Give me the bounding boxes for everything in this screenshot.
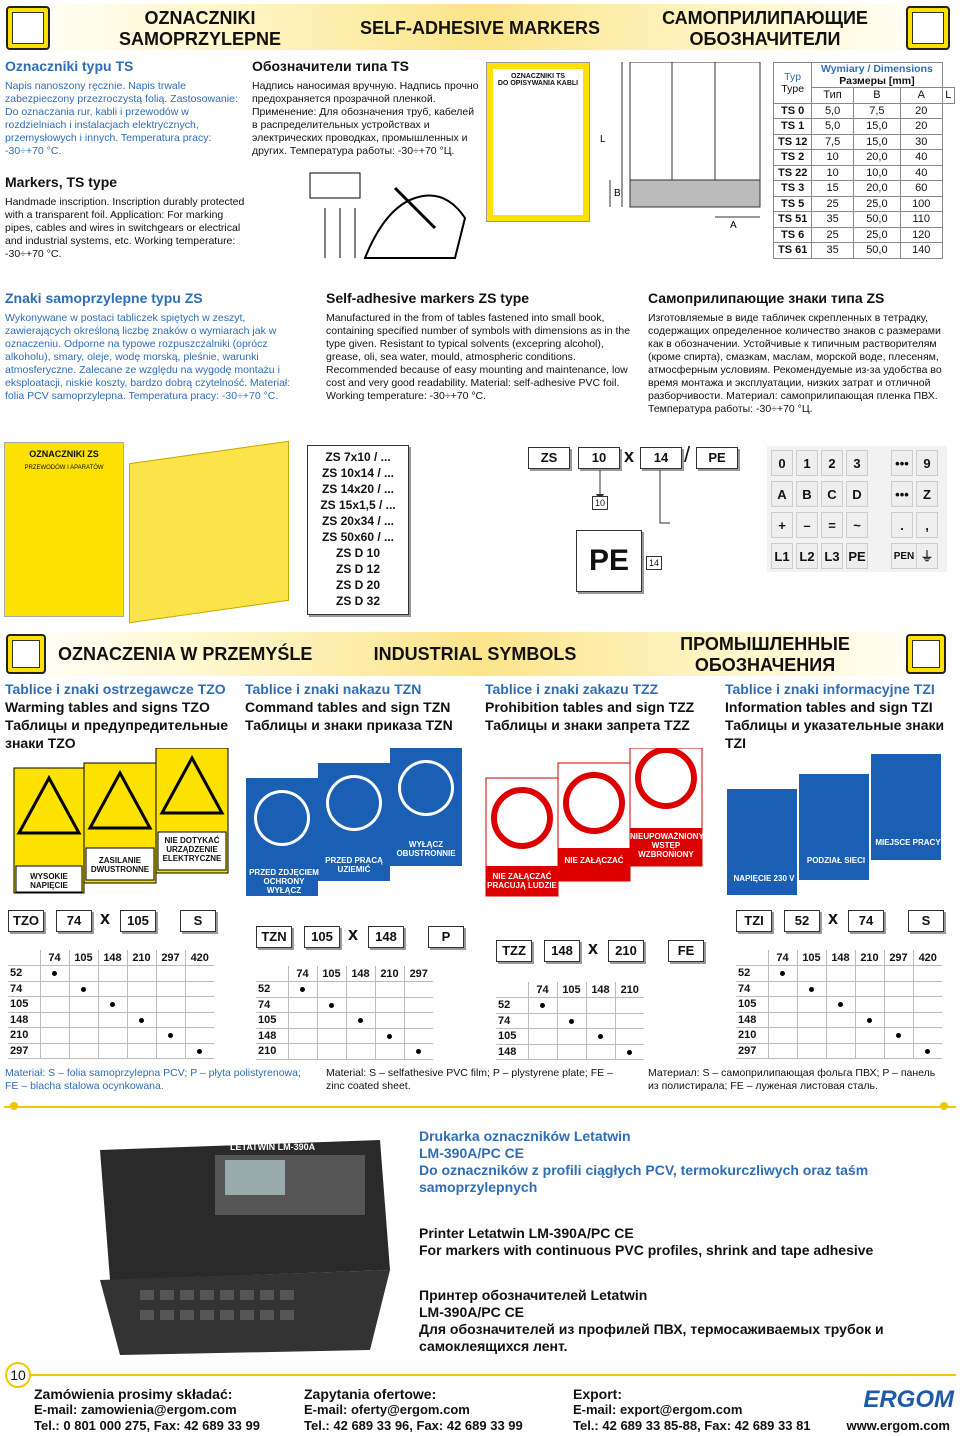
tzi-code-part: S (908, 910, 944, 932)
zs-ru-block: Самоприлипающие знаки типа ZS Изготовляемые в виде табличек скрепленных в тетрадку, содержащих определенное количество знаков с размерами как в обозначении. Устойчивые к типичным растворителям (кроме спирта), смазкам, маслам, морской воде, плесеням, атмосферным условиям. Рекомендуемые из-за удобства во время монтажа и эксплуатации, низких затрат и отличной разборчивости. Материал: самоприлипающая пленка ПВХ. Температура работы: -30÷+70 °Ц. (648, 290, 942, 415)
hand-writing-illustration (305, 168, 480, 266)
ts-table-row: TS 22 10 10,0 40 (774, 165, 955, 181)
sign-nie-dotykac: NIE DOTYKAĆ URZĄDZENIE ELEKTRYCZNE (162, 836, 222, 863)
printer-pl: Drukarka oznaczników Letatwin LM-390A/PC CE Do oznaczników z profili ciągłych PCV, termokurczliwych oraz taśm samoprzylepnych (419, 1128, 869, 1195)
printer-image (80, 1120, 400, 1360)
tzn-code-part: P (428, 926, 464, 948)
size-available-dot (52, 971, 57, 976)
code-n1: 10 (578, 447, 620, 469)
footer-export: Export: E-mail: export@ergom.com Tel.: 42 689 33 85-88, Fax: 42 689 33 81 (573, 1386, 833, 1434)
size-available-dot (416, 1049, 421, 1054)
char-key: PE (846, 543, 868, 569)
ts-ru-block: Обозначители типа TS Надпись наносимая вручную. Надпись прочно предохраняется прозрачной пленкой. Применение: Для обозначения труб, кабелей в распределительных устройствах и электрических проводках, промышленных и других. Температура работы: -30÷+70 °Ц. (252, 58, 479, 157)
size-available-dot (838, 1002, 843, 1007)
zs-size-item: ZS 7x10 / ... (325, 450, 391, 464)
char-key: L3 (821, 543, 843, 569)
printer-ru: Принтер обозначителей Letatwin LM-390A/PC CE Для обозначителей из профилей ПВХ, термосаживаемых трубок и самоклеящихся лент. (419, 1287, 884, 1354)
code-x: x (624, 446, 635, 466)
ts-table-row: TS 3 15 20,0 60 (774, 181, 955, 197)
size-available-dot (110, 1002, 115, 1007)
char-key: + (771, 512, 793, 538)
ts-table-row: TS 2 10 20,0 40 (774, 150, 955, 166)
zs-size-item: ZS 50x60 / ... (321, 530, 395, 544)
dim-10: 10 (592, 496, 608, 510)
title-en: SELF-ADHESIVE MARKERS (359, 18, 601, 38)
size-available-dot (780, 971, 785, 976)
ts-dimension-drawing (600, 62, 765, 232)
zs-size-item: ZS 15x1,5 / ... (320, 498, 396, 512)
tzn-code-part: 105 (304, 926, 340, 948)
char-key: D (846, 481, 868, 507)
tzz-size-grid: 74 105 148 210 52 74 105 148 (496, 982, 644, 1060)
ts-table-row: TS 0 5,0 7,5 20 (774, 103, 955, 119)
size-available-dot (168, 1033, 173, 1038)
industrial-title-ru: ПРОМЫШЛЕННЫЕ ОБОЗНАЧЕНИЯ (680, 634, 850, 675)
ergom-logo: ERGOM (863, 1386, 954, 1413)
tzz-code-part: x (588, 938, 599, 958)
char-key: ••• (891, 481, 913, 507)
size-available-dot (627, 1050, 632, 1055)
sign-wylacz: WYŁĄCZ OBUSTRONNIE (396, 840, 456, 858)
lightning-badge-icon (6, 6, 50, 50)
industrial-col-heading: Tablice i znaki informacyjne TZI Information tables and sign TZI Таблицы и указательные знаки TZI (725, 681, 945, 751)
title-pl: OZNACZNIKI SAMOPRZYLEPNE (118, 8, 282, 49)
size-available-dot (139, 1018, 144, 1023)
ts-product-photo: OZNACZNIKI TS DO OPISYWANIA KABLI (486, 62, 590, 222)
tzo-code-part: S (180, 910, 216, 932)
zs-size-item: ZS D 12 (335, 562, 380, 576)
size-available-dot (598, 1034, 603, 1039)
code-slash: / (684, 442, 691, 467)
lightning-badge-icon (906, 6, 950, 50)
dim-l-label: L (600, 134, 606, 145)
char-key: ⏚ (916, 543, 938, 569)
ts-table-row: TS 6 25 25,0 120 (774, 227, 955, 243)
industrial-col-heading: Tablice i znaki ostrzegawcze TZO Warming tables and signs TZO Таблицы и предупредительные знаки TZO (5, 681, 229, 751)
code-n2: 14 (640, 447, 682, 469)
tzi-code-part: TZI (736, 910, 772, 932)
size-available-dot (300, 987, 305, 992)
ts-table-row: TS 61 35 50,0 140 (774, 243, 955, 259)
title-ru: САМОПРИЛИПАЮЩИЕ ОБОЗНАЧИТЕЛИ (662, 8, 868, 49)
zs-pl-block: Znaki samoprzylepne typu ZS Wykonywane w postaci tabliczek spiętych w zeszyt, zawierających określoną liczbę znaków o wymiarach jak w oznaczeniu. Odporne na typowe rozpuszczalniki (oprócz alkoholu), smary, oleje, wodę morską, pleśnie, warunki atmosferyczne. Zalecane ze względu na wygodę montażu i eksploatacji, niskie koszty, bardzo dobrą czytelność. Materiał: folia PCV samoprzylepna. Temperatura pracy: -30÷+70 °C. (5, 290, 291, 402)
footer-web[interactable]: www.ergom.com (846, 1418, 950, 1433)
material-en: Material: S – selfathesive PVC film; P – plystyrene plate; FE – zinc coated sheet. (326, 1067, 613, 1092)
ts-pl-block: Oznaczniki typu TS Napis nanoszony ręcznie. Napis trwale zabezpieczony przezroczystą folią. Zastosowanie: Do oznaczania rur, kabli i przewodów w rozdzielniach i instalacjach elektrycznych, przemysłowych i innych. Temperatura pracy: -30÷+70 °C. Markers, TS type Handmade inscription. Inscription durably protected with a transparent foil. Application: For marking pipes, cables and wires in switchgears or electrical and industrial systems, etc. Working temperature: -30÷+70 °C. (5, 58, 245, 260)
orders-email-link[interactable]: E-mail: zamowienia@ergom.com (34, 1402, 237, 1417)
size-available-dot (925, 1049, 930, 1054)
tzi-size-grid: 74 105 148 210 297 420 52 74 105 148 210 297 (736, 950, 942, 1059)
ts-table-row: TS 5 25 25,0 100 (774, 196, 955, 212)
printer-en: Printer Letatwin LM-390A/PC CE For markers with continuous PVC profiles, shrink and tape adhesive (419, 1225, 874, 1258)
tzn-code-part: 148 (368, 926, 404, 948)
char-key: 9 (916, 450, 938, 476)
sign-przed-zdjeciem: PRZED ZDJĘCIEM OCHRONY WYŁĄCZ (249, 868, 319, 895)
tzo-size-grid: 74 105 148 210 297 420 52 74 105 148 210 297 (8, 950, 214, 1059)
size-available-dot (569, 1019, 574, 1024)
char-key: PEN (891, 543, 917, 569)
size-available-dot (867, 1018, 872, 1023)
char-key: , (916, 512, 938, 538)
size-available-dot (540, 1003, 545, 1008)
tzo-code-part: x (100, 908, 111, 928)
tzz-code-part: TZZ (496, 940, 532, 962)
size-available-dot (896, 1033, 901, 1038)
char-key: ~ (846, 512, 868, 538)
zs-size-item: ZS 20x34 / ... (321, 514, 395, 528)
char-key: B (796, 481, 818, 507)
tzn-code-part: TZN (256, 926, 292, 948)
dim-b-label: B (614, 188, 621, 199)
sign-przed-praca: PRZED PRACĄ UZIEMIĆ (325, 856, 383, 874)
footer-offers: Zapytania ofertowe: E-mail: oferty@ergom.com Tel.: 42 689 33 96, Fax: 42 689 33 99 (304, 1386, 564, 1434)
offers-email-link[interactable]: E-mail: oferty@ergom.com (304, 1402, 470, 1417)
footer-orders: Zamówienia prosimy składać: E-mail: zamowienia@ergom.com Tel.: 0 801 000 275, Fax: 42 689 33 99 (34, 1386, 304, 1434)
zs-sizes-list (307, 445, 409, 615)
tzo-code-part: 74 (56, 910, 92, 932)
tzo-code-part: TZO (8, 910, 44, 932)
tzz-code-part: 210 (608, 940, 644, 962)
svg-text:LETATWIN LM-390A: LETATWIN LM-390A (230, 1142, 316, 1152)
sign-zasilanie: ZASILANIE DWUSTRONNE (90, 856, 150, 874)
char-key: . (891, 512, 913, 538)
code-zs: ZS (528, 447, 570, 469)
tzz-code-part: FE (668, 940, 704, 962)
lightning-badge-icon (906, 634, 946, 674)
pe-marker-sample: PE (576, 530, 642, 592)
dim-14: 14 (646, 556, 662, 570)
code-arrows (560, 468, 680, 538)
dim-a-label: A (730, 220, 737, 231)
size-available-dot (358, 1018, 363, 1023)
industrial-title-en: INDUSTRIAL SYMBOLS (373, 644, 577, 664)
size-available-dot (81, 987, 86, 992)
sign-napiecie-230v: NAPIĘCIE 230 V (733, 874, 795, 883)
char-key: 1 (796, 450, 818, 476)
tzi-code-part: x (828, 908, 839, 928)
sign-wstep-wzbroniony: NIEUPOWAŻNIONYM WSTĘP WZBRONIONY (630, 832, 711, 859)
char-key: 3 (846, 450, 868, 476)
size-available-dot (197, 1049, 202, 1054)
ts-table-row: TS 1 5,0 15,0 20 (774, 119, 955, 135)
char-key: L1 (771, 543, 793, 569)
char-key: 2 (821, 450, 843, 476)
char-key: A (771, 481, 793, 507)
char-key: – (796, 512, 818, 538)
char-key: C (821, 481, 843, 507)
zs-size-item: ZS D 10 (335, 546, 380, 560)
tzn-code-part: x (348, 924, 359, 944)
material-ru: Материал: S – самоприлипающая фольга ПВХ; P – панель из полистирала; FE – луженая листовая сталь. (648, 1067, 936, 1092)
industrial-title-pl: OZNACZENIA W PRZEMYŚLE (58, 644, 313, 664)
char-key: ••• (891, 450, 913, 476)
char-key: 0 (771, 450, 793, 476)
code-pe: PE (696, 447, 738, 469)
tzi-code-part: 52 (784, 910, 820, 932)
material-pl: Materiał: S – folia samoprzylepna PCV; P – płyta polistyrenowa; FE – blacha stalowa ocynkowana. (5, 1067, 301, 1092)
zs-size-item: ZS 14x20 / ... (321, 482, 395, 496)
industrial-col-heading: Tablice i znaki zakazu TZZ Prohibition tables and sign TZZ Таблицы и знаки запрета TZZ (485, 681, 695, 733)
zs-size-item: ZS D 20 (335, 578, 380, 592)
zs-character-grid (767, 446, 947, 572)
tzo-code-part: 105 (120, 910, 156, 932)
tzn-size-grid: 74 105 148 210 297 52 74 105 148 210 (256, 966, 433, 1060)
sign-wysokie-napiecie: WYSOKIE NAPIĘCIE (30, 872, 68, 890)
tzi-code-part: 74 (848, 910, 884, 932)
industrial-col-heading: Tablice i znaki nakazu TZN Command tables and sign TZN Таблицы и знаки приказа TZN (245, 681, 453, 733)
sign-nie-zalaczac: NIE ZAŁĄCZAĆ (564, 856, 624, 865)
ts-dimensions-table: Typ Type Wymiary / Dimensions Размеры [mm] Тип B A L TS 0 5,0 7,5 20 TS 1 5,0 15,0 20 TS 12 7,5 15,0 30 TS 2 10 20,0 40 TS 22 10 10,0 40 TS 3 15 20,0 60 TS 5 25 25,0 100 TS 51 35 50,0 110 TS 6 25 25,0 120 TS 61 35 50,0 140 (773, 62, 955, 259)
export-email-link[interactable]: E-mail: export@ergom.com (573, 1402, 743, 1417)
sign-podzial-sieci: PODZIAŁ SIECI (806, 856, 866, 865)
zs-size-item: ZS D 32 (335, 594, 380, 608)
zs-size-item: ZS 10x14 / ... (321, 466, 395, 480)
page-number: 10 (5, 1362, 31, 1388)
ts-table-row: TS 12 7,5 15,0 30 (774, 134, 955, 150)
zs-product-photo: OZNACZNIKI ZS PRZEWODÓW I APARATÓW (4, 442, 294, 620)
char-key: = (821, 512, 843, 538)
ts-table-row: TS 51 35 50,0 110 (774, 212, 955, 228)
divider (4, 1106, 956, 1108)
zs-en-block: Self-adhesive markers ZS type Manufactured in the from of tables fastened into small book, containing specified number of symbols with dimensions as in the type given. Resistant to typical solvents (excepring alcohol), grease, oli, sea water, mould, atmospheric conditions. Recommended because of easy mounting and maintenance, low cost and very good readability. Material: self-adhesive PVC foil. Working temperature: -30÷+70 °C. (326, 290, 631, 402)
size-available-dot (809, 987, 814, 992)
char-key: Z (916, 481, 938, 507)
size-available-dot (329, 1003, 334, 1008)
size-available-dot (387, 1034, 392, 1039)
char-key: L2 (796, 543, 818, 569)
tzz-code-part: 148 (544, 940, 580, 962)
lightning-badge-icon (6, 634, 46, 674)
sign-miejsce-pracy: MIEJSCE PRACY (875, 838, 941, 847)
sign-nie-zalaczac-ludzie: NIE ZAŁĄCZAĆ PRACUJĄ LUDZIE (487, 872, 557, 890)
